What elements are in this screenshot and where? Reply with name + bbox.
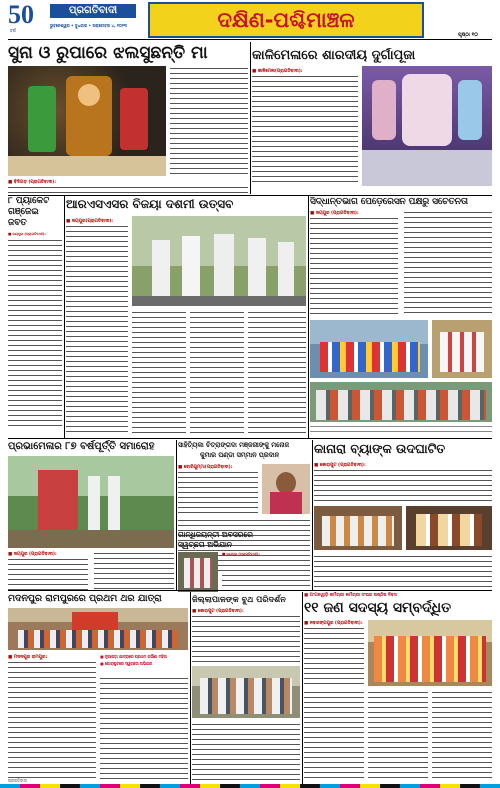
anniversary-logo [8, 0, 42, 33]
story-madanpur-yatra [8, 592, 188, 784]
story-gold-silver-text-right [170, 66, 248, 176]
story-prabhamela-headline: ପ୍ରଭାମେଳାର ୮୭ ବର୍ଷପୂର୍ତ୍ତି ସମାରୋହ [8, 441, 155, 452]
story-madanpur-yatra-inset-1: ■ ନୂଆପଡ଼ା ଯାତ୍ରାରେ ପ୍ରଥମ ଗର୍ଭିଣୀ ମହିଳା [100, 654, 167, 659]
story-anganwadi-text-3 [368, 690, 428, 780]
story-awareness-caption [310, 424, 492, 436]
story-literary-award-dateline: ■ ବୋରିଗୁମ୍ମା(ପ୍ରାଗତିବାଦୀ): [178, 465, 233, 470]
story-literary-award-portrait [262, 464, 310, 514]
divider-col-row4-b [302, 592, 303, 784]
story-rss [66, 196, 306, 440]
masthead [0, 0, 500, 40]
story-awareness-photo-1 [310, 320, 428, 378]
story-literary-award-text-1 [178, 470, 258, 514]
story-kalimela-photo [362, 66, 492, 186]
story-anganwadi [304, 592, 492, 784]
story-gold-silver-dateline: ■ ବିଦିଗଡ଼ (ପ୍ରାଗତିବାଦୀ): [8, 180, 57, 185]
story-prabhamela [8, 440, 174, 590]
story-awareness-photo-3 [310, 382, 492, 422]
divider-col-mid-a [64, 196, 65, 438]
story-madanpur-yatra-photo [8, 608, 188, 650]
story-canara-bank [314, 440, 492, 590]
divider-col-mid-b [308, 196, 309, 438]
print-color-bar [0, 784, 500, 788]
story-awareness-dateline: ■ ଜୟପୁର (ପ୍ରାଗତିବାଦୀ): [310, 211, 359, 216]
story-anganwadi-text-2 [304, 690, 364, 780]
story-gold-silver-photo [8, 66, 166, 176]
anniversary-caption: ବର୍ଷ [10, 28, 16, 33]
story-madanpur-yatra-inset-2: ■ କୋରାପୁଟରେ ସ୍ୱଚ୍ଛତା ଅଭିଯାନ [100, 661, 153, 666]
story-collector-booth-text-2 [192, 722, 300, 780]
story-literary-award-headline-1: ସାହିତ୍ୟିକା ଚିତ୍ରାଙ୍ଗଦା ମଞ୍ଜରୀଙ୍କୁ ମନୋଜ [178, 441, 290, 449]
story-collector-booth-dateline: ■ କୋରାପୁଟ (ପ୍ରାଗତିବାଦୀ): [192, 609, 244, 614]
story-gold-silver-headline: ସୁନା ଓ ରୁପାରେ ଝଲସୁଛନ୍ତି ମା [8, 43, 208, 63]
story-gandhi-jayanti-dateline: ■ ଜୟପୁର (ପ୍ରାଗତିବାଦୀ): [222, 552, 260, 556]
story-awareness-photo-2 [432, 320, 492, 378]
story-awareness-headline: ସିଦ୍ଧାନ୍ତଭାଗ ପେଡ଼େରେସନ ପକ୍ଷରୁ ସଚେତନତା [310, 197, 468, 207]
story-anganwadi-dateline: ■ ନବରଙ୍ଗପୁର (ପ୍ରାଗତିବାଦୀ): [304, 621, 363, 626]
story-awareness-text-2 [404, 210, 492, 316]
story-madanpur-yatra-inset-box [100, 654, 188, 676]
story-rss-text-mid [132, 310, 186, 436]
story-prabhamela-text-1 [8, 557, 88, 590]
divider-row1 [8, 195, 492, 196]
story-ganja-headline-2: ଗଞ୍ଜେଇ [8, 207, 39, 217]
story-canara-bank-photo-1 [314, 506, 402, 550]
story-rss-text-right [190, 310, 244, 436]
story-collector-booth [192, 592, 300, 784]
story-anganwadi-headline: ୧୧ ଜଣ ସଦସ୍ୟ ସମ୍ବର୍ଦ୍ଧିତ [304, 600, 452, 616]
story-gandhi-jayanti-headline-2: ସ୍ୱଚ୍ଛତା ଅଭିଯାନ [178, 540, 232, 549]
story-rss-dateline: ■ ଜୟପୁର(ପ୍ରାଗତିବାଦୀ): [66, 219, 114, 224]
story-kalimela [252, 42, 492, 190]
story-kalimela-dateline: ■ କାଳିମେଳା(ପ୍ରାଗତିବାଦୀ): [252, 69, 303, 74]
story-madanpur-yatra-headline: ମଦନପୁର ରାମପୁରରେ ପ୍ରଥମ ଥର ଯାତ୍ରା [8, 593, 162, 604]
story-collector-booth-text-1 [192, 614, 300, 662]
page-label: ପୃଷ୍ଠା ୧୦ [458, 32, 478, 38]
story-ganja [8, 196, 62, 436]
story-kalimela-text [252, 74, 358, 186]
story-collector-booth-headline: ଜିଲ୍ଲାପାଳଙ୍କ ବୁଥ ପରିଦର୍ଶନ [192, 594, 286, 604]
story-ganja-headline-3: ଜବତ [8, 218, 27, 228]
story-prabhamela-dateline: ■ ଜୟପୁର (ପ୍ରାଗତିବାଦୀ): [8, 552, 57, 557]
story-rss-photo-march [132, 216, 306, 306]
paper-name: ପ୍ରଗତିବାଦୀ [68, 5, 118, 16]
story-canara-bank-dateline: ■ କୋରାପୁଟ (ପ୍ରାଗତିବାଦୀ): [314, 463, 366, 468]
story-canara-bank-headline: କାନାରା ବ୍ୟାଙ୍କ ଉଦଘାଟିତ [314, 441, 446, 456]
story-awareness [310, 196, 492, 440]
edition-title-box [148, 2, 424, 38]
story-gandhi-jayanti-text [222, 558, 310, 592]
story-madanpur-yatra-dateline: ■ ମଦନପୁର ରାମପୁର: [8, 655, 48, 660]
story-canara-bank-photo-2 [406, 506, 492, 550]
story-madanpur-yatra-text-2 [100, 676, 188, 780]
story-prabhamela-text-2 [94, 551, 174, 590]
story-rss-text-far [248, 310, 306, 436]
edition-title: ଦକ୍ଷିଣ-ପଶ୍ଚିମାଞ୍ଚଳ [217, 8, 355, 32]
masthead-rule [8, 39, 492, 40]
story-prabhamela-photo [8, 456, 174, 548]
story-gandhi-jayanti [178, 530, 310, 592]
story-gandhi-jayanti-headline-1: ଗାନ୍ଧିଜୟନ୍ତୀ ଅବସରରେ [178, 530, 253, 539]
story-ganja-headline-1: ୮ ପ୍ୟାକେଟ [8, 196, 50, 206]
divider-col-row3-b [312, 440, 313, 590]
story-anganwadi-kicker: ■ ଅଂଗନୱାଡ଼ି କର୍ମଚାରୀ କର୍ମଚାରୀ ସଂଘର ଷଷ୍ଠିଷ ଦିବସ [304, 593, 397, 598]
story-ganja-dateline: ■ ଜୟପୁର (ପ୍ରାଗତିବାଦୀ): [8, 232, 46, 236]
masthead-dateline: ଭୁବନେଶ୍ୱର • ବୁଧବାର • ଅକ୍ଟୋବର ୪, ୨୦୨୩ [50, 23, 127, 28]
story-anganwadi-photo [368, 620, 492, 686]
story-anganwadi-text-1 [304, 626, 364, 686]
story-collector-booth-photo [192, 666, 300, 718]
story-literary-award-headline-2: କୁମାର ପଣ୍ଡା ସମ୍ମାନ ପ୍ରଦାନ [200, 451, 280, 459]
story-canara-bank-text-2 [314, 554, 492, 588]
story-kalimela-headline: କାଳିମେଳାରେ ଶାରଦୀୟ ଦୁର୍ଗାପୂଜା [252, 48, 416, 63]
story-gold-silver-text-bottom [8, 185, 248, 194]
story-rss-headline: ଆରଏସଏସର ବିଜୟା ଦଶମୀ ଉତ୍ସବ [66, 197, 234, 211]
story-gold-silver [8, 42, 248, 194]
story-madanpur-yatra-text-1 [8, 660, 96, 780]
anniversary-number: 50 [8, 0, 34, 29]
divider-row2 [8, 438, 492, 439]
story-ganja-text [8, 238, 62, 430]
story-awareness-text-1 [310, 216, 398, 316]
story-rss-text-left [66, 224, 128, 436]
story-canara-bank-text [314, 468, 492, 502]
story-gandhi-jayanti-photo [178, 552, 218, 592]
paper-name-box [50, 4, 136, 18]
divider-col-row3-a [176, 440, 177, 590]
divider-col-top [250, 42, 251, 194]
divider-col-row4-a [190, 592, 191, 784]
divider-row3 [8, 590, 492, 591]
story-anganwadi-text-4 [432, 690, 492, 780]
ribbon-footer: ପ୍ରଗତିବାଦୀ [8, 778, 28, 783]
